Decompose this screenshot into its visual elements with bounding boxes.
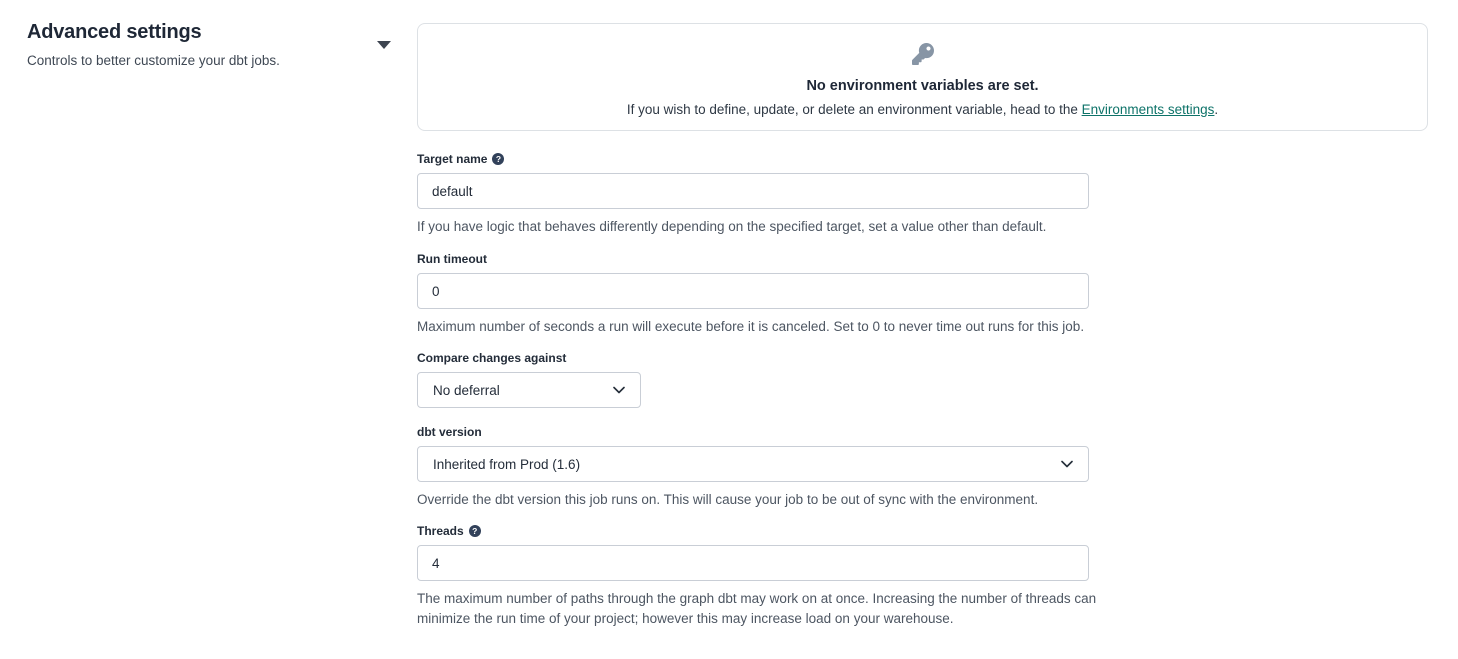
target-name-helper: If you have logic that behaves differently depending on the specified target, set a value other than default. (417, 219, 1047, 234)
threads-input[interactable] (417, 545, 1089, 581)
dbt-version-label-row (417, 425, 1103, 439)
compare-changes-value: No deferral (433, 382, 500, 398)
run-timeout-label-row (417, 252, 1103, 266)
help-icon[interactable]: ? (492, 153, 504, 165)
dbt-version-helper: Override the dbt version this job runs on. This will cause your job to be out of sync with the environment. (417, 492, 1039, 507)
dbt-version-label: dbt version (417, 425, 482, 439)
target-name-input[interactable] (417, 173, 1089, 209)
dbt-version-value: Inherited from Prod (1.6) (433, 456, 581, 472)
compare-changes-label-row (417, 351, 1103, 365)
env-message-suffix: . (1214, 102, 1219, 117)
collapse-caret-icon[interactable] (377, 41, 391, 49)
field-compare-changes (417, 351, 1103, 408)
key-icon (912, 52, 934, 69)
run-timeout-label: Run timeout (417, 252, 487, 266)
compare-changes-label: Compare changes against (417, 351, 567, 365)
page-subtitle: Controls to better customize your dbt jobs. (27, 53, 280, 68)
threads-label-row (417, 524, 1103, 538)
run-timeout-input[interactable] (417, 273, 1089, 309)
page-title: Advanced settings (27, 21, 202, 43)
help-icon[interactable]: ? (469, 525, 481, 537)
env-message-prefix: If you wish to define, update, or delete an environment variable, head to the (626, 102, 1082, 117)
field-threads (417, 524, 1103, 629)
dbt-version-select[interactable] (417, 446, 1089, 482)
target-name-label-row (417, 152, 1103, 166)
field-dbt-version (417, 425, 1103, 510)
section-header (27, 20, 372, 69)
threads-label: Threads (417, 524, 464, 538)
chevron-down-icon (1061, 460, 1073, 468)
settings-form (417, 0, 1430, 629)
field-run-timeout (417, 252, 1103, 337)
target-name-label: Target name (417, 152, 488, 166)
env-empty-title: No environment variables are set. (806, 78, 1039, 94)
env-variables-empty-panel (417, 23, 1428, 131)
threads-helper: The maximum number of paths through the graph dbt may work on at once. Increasing the number of threads can minimize the run time of your project; however this may increase load on your warehouse. (417, 591, 1097, 626)
environments-settings-link[interactable]: Environments settings (1081, 102, 1215, 117)
env-empty-message (418, 101, 1427, 118)
chevron-down-icon (613, 386, 625, 394)
field-target-name (417, 152, 1103, 237)
run-timeout-helper: Maximum number of seconds a run will execute before it is canceled. Set to 0 to never time out runs for this job. (417, 319, 1085, 334)
compare-changes-select[interactable] (417, 372, 641, 408)
